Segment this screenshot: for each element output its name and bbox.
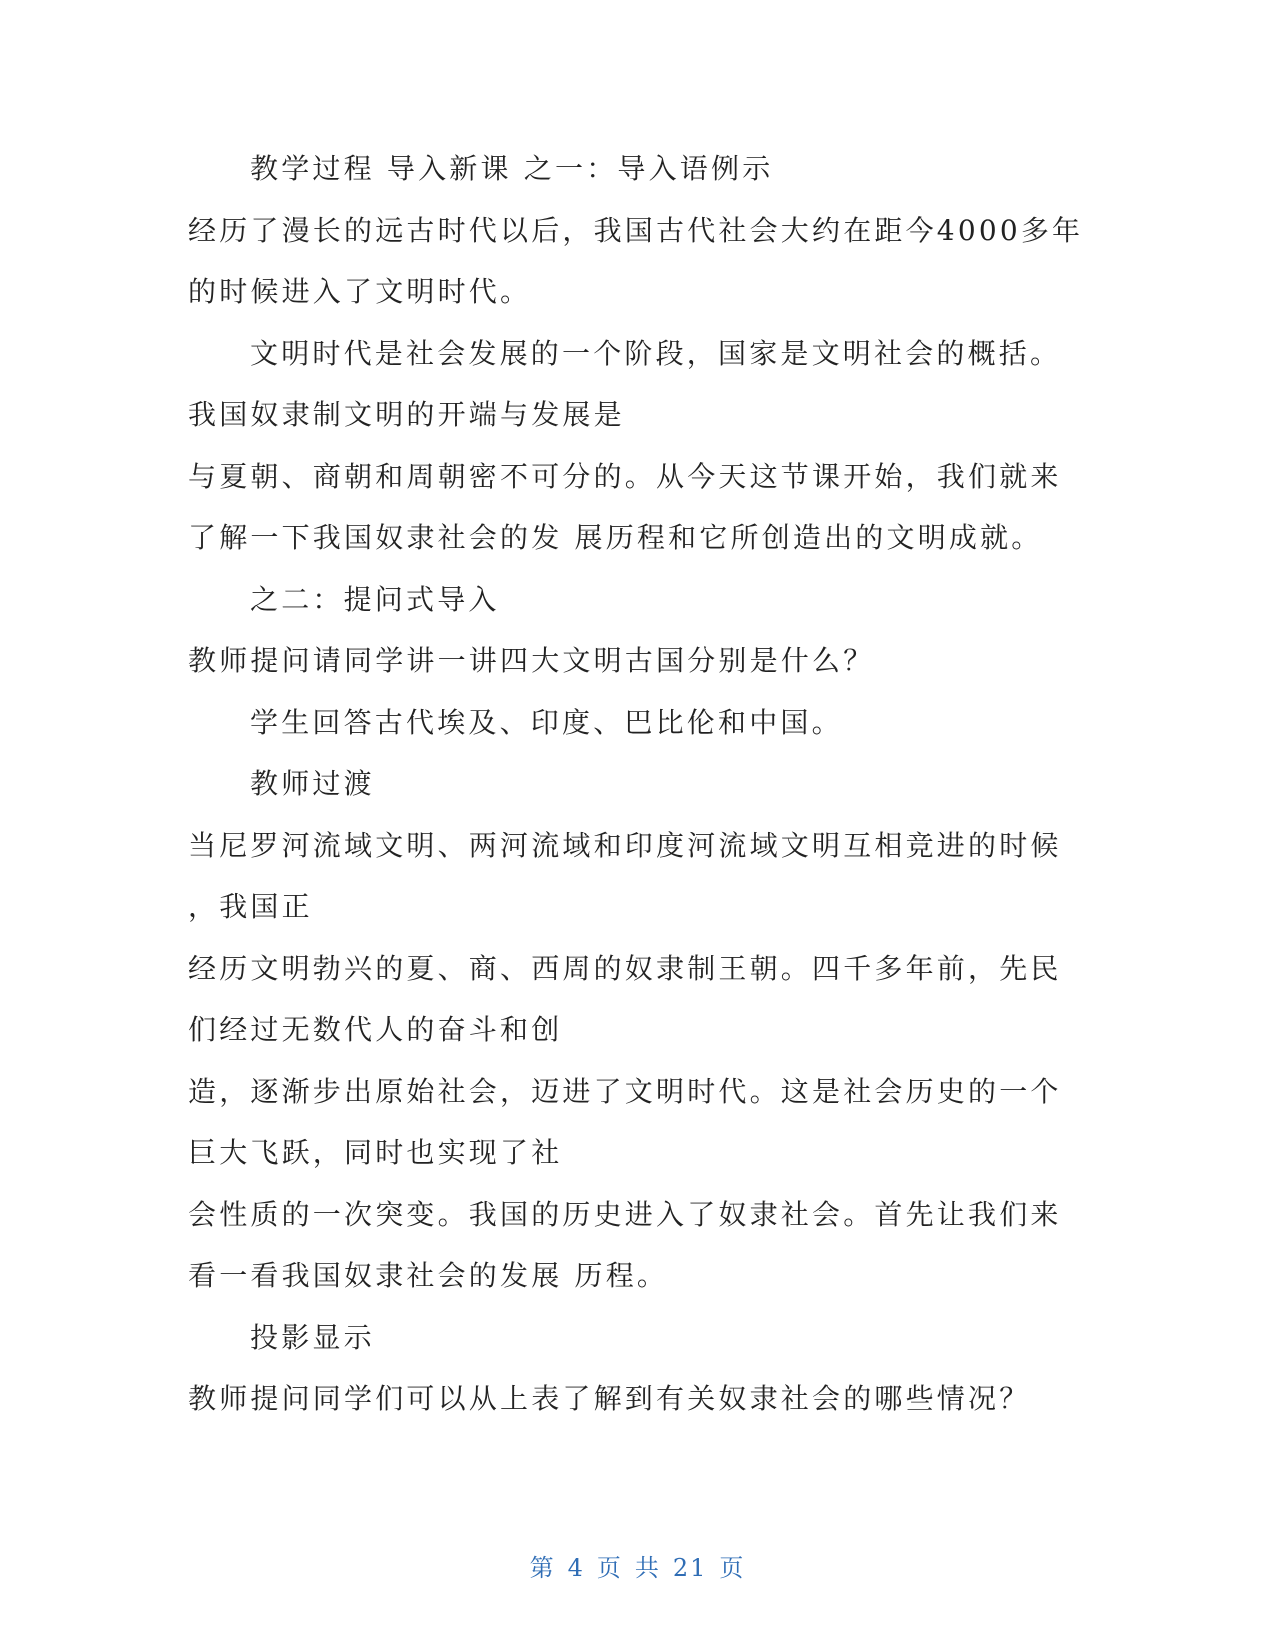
footer-total-pages: 21	[672, 1554, 708, 1582]
footer-total-label: 共	[634, 1554, 661, 1582]
text-line: 教师过渡	[250, 767, 375, 800]
text-line: 们经过无数代人的奋斗和创	[188, 1013, 563, 1046]
text-line: 当尼罗河流域文明、两河流域和印度河流域文明互相竞进的时候	[188, 828, 1062, 862]
text-line: ，我国正	[188, 890, 313, 923]
text-line: 我国奴隶制文明的开端与发展是	[188, 398, 625, 431]
text-line: 之二：提问式导入	[250, 582, 500, 616]
document-body	[188, 138, 1084, 1430]
text-line: 经历文明勃兴的夏、商、西周的奴隶制王朝。四千多年前，先民	[188, 951, 1062, 985]
text-line: 教师提问请同学讲一讲四大文明古国分别是什么？	[188, 644, 875, 677]
footer-page-unit: 页	[596, 1554, 623, 1582]
text-line: 与夏朝、商朝和周朝密不可分的。从今天这节课开始，我们就来	[188, 459, 1062, 493]
text-line: 会性质的一次突变。我国的历史进入了奴隶社会。首先让我们来	[188, 1197, 1062, 1231]
footer-total-unit: 页	[719, 1554, 746, 1582]
text-line: 文明时代是社会发展的一个阶段，国家是文明社会的概括。	[250, 336, 1062, 370]
text-line: 巨大飞跃，同时也实现了社	[188, 1136, 563, 1169]
text-line: 教学过程 导入新课 之一：导入语例示	[250, 152, 774, 185]
text-line: 学生回答古代埃及、印度、巴比伦和中国。	[250, 705, 843, 739]
text-line: 的时候进入了文明时代。	[188, 275, 532, 308]
text-line: 造，逐渐步出原始社会，迈进了文明时代。这是社会历史的一个	[188, 1074, 1062, 1108]
text-line: 看一看我国奴隶社会的发展 历程。	[188, 1259, 669, 1292]
page-footer	[0, 1548, 1275, 1583]
text-line: 了解一下我国奴隶社会的发 展历程和它所创造出的文明成就。	[188, 521, 1043, 554]
text-line: 经历了漫长的远古时代以后，我国古代社会大约在距今4000多年	[188, 213, 1084, 247]
text-line: 投影显示	[250, 1320, 375, 1354]
text-line: 教师提问同学们可以从上表了解到有关奴隶社会的哪些情况？	[188, 1382, 1031, 1415]
footer-page-label: 第	[529, 1554, 556, 1582]
footer-current-page: 4	[567, 1554, 585, 1582]
